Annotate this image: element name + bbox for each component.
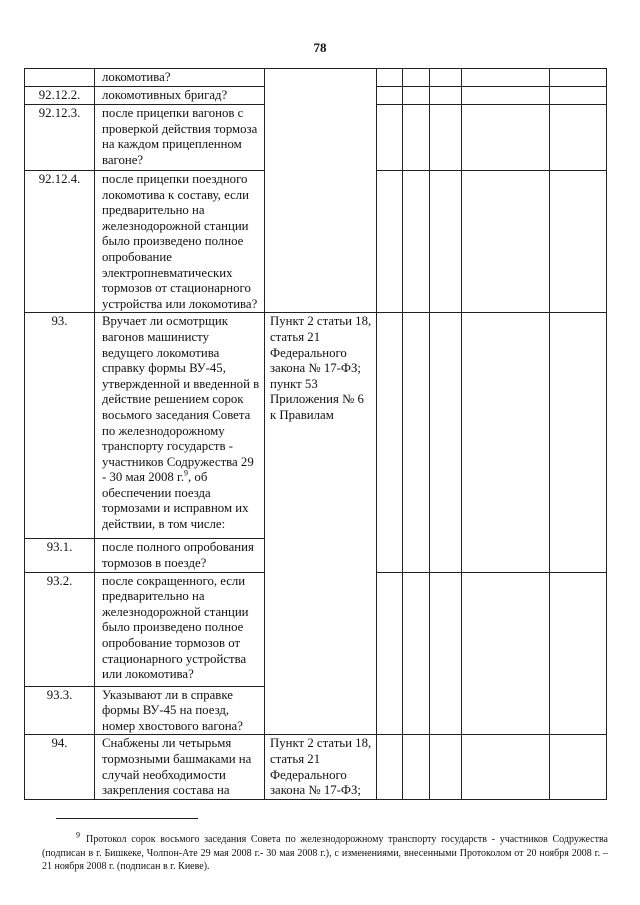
- notes-cell: [550, 105, 607, 171]
- item-number: 92.12.4.: [25, 171, 95, 313]
- question-text: Снабжены ли четырьмя тормозными башмаками на случай необходимости закрепления состава на: [95, 735, 265, 799]
- answer-no-cell: [403, 69, 430, 87]
- basis-cell: [462, 171, 550, 313]
- basis-cell: [462, 313, 550, 572]
- item-number: 94.: [25, 735, 95, 799]
- answer-na-cell: [430, 105, 462, 171]
- legal-reference: Пункт 2 статьи 18, статья 21 Федерального закона № 17-ФЗ; пункт 53 Приложения № 6 к Правилам: [265, 313, 377, 735]
- answer-no-cell: [403, 735, 430, 799]
- checklist-table: [24, 68, 607, 800]
- question-text: локомотива?: [95, 69, 265, 87]
- answer-yes-cell: [377, 105, 403, 171]
- question-text: после сокращенного, если предварительно на железнодорожной станции было произведено полное опробование тормозов от стационарного устройства или локомотива?: [95, 572, 265, 686]
- answer-na-cell: [430, 171, 462, 313]
- item-number: 92.12.3.: [25, 105, 95, 171]
- basis-cell: [462, 105, 550, 171]
- question-text: после прицепки поездного локомотива к составу, если предварительно на железнодорожной станции было произведено полное опробование электропневматических тормозов от стационарного устройства или локомотива?: [95, 171, 265, 313]
- question-text: после прицепки вагонов с проверкой действия тормоза на каждом прицепленном вагоне?: [95, 105, 265, 171]
- basis-cell: [462, 572, 550, 735]
- answer-no-cell: [403, 105, 430, 171]
- question-text: после полного опробования тормозов в поезде?: [95, 539, 265, 572]
- answer-no-cell: [403, 572, 430, 735]
- answer-na-cell: [430, 572, 462, 735]
- notes-cell: [550, 171, 607, 313]
- footnote-marker: 9: [184, 469, 189, 479]
- question-text-part: , об обеспечении поезда тормозами и исправном их действии, в том числе:: [102, 470, 249, 532]
- table-row: [25, 69, 607, 87]
- notes-cell: [550, 313, 607, 572]
- footnote-divider: [56, 818, 198, 819]
- basis-cell: [462, 69, 550, 87]
- footnote: [42, 830, 608, 874]
- answer-yes-cell: [377, 572, 403, 735]
- question-text: [95, 313, 265, 539]
- item-number: 93.: [25, 313, 95, 539]
- item-number: 93.1.: [25, 539, 95, 572]
- footnote-text: Протокол сорок восьмого заседания Совета по железнодорожному транспорту государств - участников Содружества (подписан в г. Бишкеке, Чолпон-Ате 29 мая 2008 г.- 30 мая 2008 г.), с изменениями, внесенными Протоколом от 20 ноября 2008 г. – 21 ноября 2008 г. (подписан в г. Киеве).: [42, 834, 608, 872]
- question-text: локомотивных бригад?: [95, 87, 265, 105]
- answer-na-cell: [430, 313, 462, 572]
- answer-no-cell: [403, 87, 430, 105]
- item-number: 92.12.2.: [25, 87, 95, 105]
- notes-cell: [550, 69, 607, 87]
- legal-reference: Пункт 2 статьи 18, статья 21 Федерального закона № 17-ФЗ;: [265, 735, 377, 799]
- item-number: 93.3.: [25, 686, 95, 735]
- footnote-marker: 9: [76, 830, 80, 840]
- answer-yes-cell: [377, 735, 403, 799]
- answer-no-cell: [403, 313, 430, 572]
- page-number: 78: [313, 40, 327, 55]
- basis-cell: [462, 87, 550, 105]
- answer-na-cell: [430, 69, 462, 87]
- answer-yes-cell: [377, 69, 403, 87]
- item-number: 93.2.: [25, 572, 95, 686]
- answer-yes-cell: [377, 313, 403, 572]
- notes-cell: [550, 87, 607, 105]
- answer-na-cell: [430, 87, 462, 105]
- legal-reference: [265, 69, 377, 313]
- answer-yes-cell: [377, 171, 403, 313]
- question-text: Указывают ли в справке формы ВУ-45 на поезд, номер хвостового вагона?: [95, 686, 265, 735]
- table-row: [25, 313, 607, 539]
- answer-na-cell: [430, 735, 462, 799]
- basis-cell: [462, 735, 550, 799]
- table-row: [25, 735, 607, 799]
- answer-no-cell: [403, 171, 430, 313]
- notes-cell: [550, 735, 607, 799]
- item-number: [25, 69, 95, 87]
- question-text-part: Вручает ли осмотрщик вагонов машинисту ведущего локомотива справку формы ВУ-45, утвержденной и введенной в действие решением сорок восьмого заседания Совета по железнодорожному транспорту государств - участников Содружества 29 - 30 мая 2008 г.: [102, 314, 260, 485]
- answer-yes-cell: [377, 87, 403, 105]
- notes-cell: [550, 572, 607, 735]
